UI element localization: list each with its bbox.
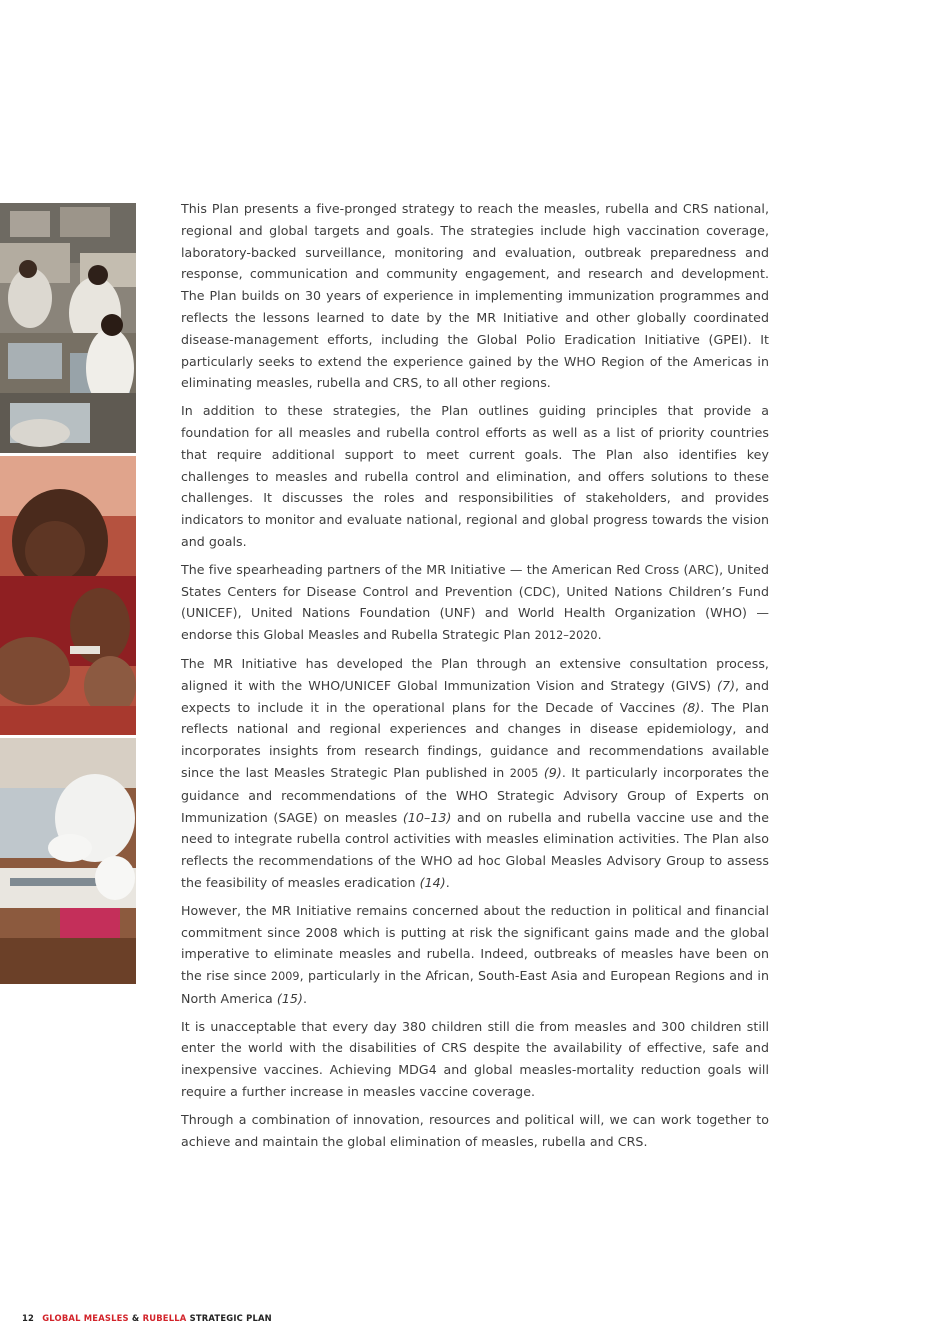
paragraph-text: It is unacceptable that every day 380 children still die from measles and 300 children still enter the world with the disabilities of CRS despite the availability of effective, safe and inexpensive vaccines. Achieving MDG4 and global measles-mortality reduction goals will require a further increase in measles vaccine coverage. <box>181 1018 769 1100</box>
footer-title-strategic-plan: STRATEGIC PLAN <box>189 1313 272 1323</box>
paragraph-text: Through a combination of innovation, resources and political will, we can work together to achieve and maintain the global elimination of measles, rubella and CRS. <box>181 1111 769 1149</box>
body-text <box>181 198 769 1158</box>
paragraph-text: , particularly in the African, South-East Asia and European Regions and in North America <box>181 968 769 1006</box>
citation: (15) <box>276 990 303 1006</box>
paragraph-text: However, the MR Initiative remains concerned about the reduction in political and financial commitment since 2008 which is putting at risk the significant gains made and the global imperative to eliminate measles and rubella. Indeed, outbreaks of measles have been on the rise since <box>181 902 769 984</box>
paragraph <box>181 900 769 1010</box>
paragraph <box>181 198 769 394</box>
citation: (8) <box>682 699 701 715</box>
citation: (7) <box>717 677 736 693</box>
photo-laboratory <box>0 738 136 984</box>
footer-title-ampersand: & <box>131 1313 140 1323</box>
footer-title-rubella: RUBELLA <box>142 1313 187 1323</box>
paragraph-text: 2005 <box>509 766 539 780</box>
footer-title-measles: GLOBAL MEASLES <box>42 1313 129 1323</box>
paragraph-text: This Plan presents a five-pronged strategy to reach the measles, rubella and CRS national, regional and global targets and goals. The strategies include high vaccination coverage, laboratory-backed surveillance, monitoring and evaluation, outbreak preparedness and response, communication and community engagement, and research and development. The Plan builds on 30 years of experience in implementing immunization programmes and reflects the lessons learned to date by the MR Initiative and other globally coordinated disease-management efforts, including the Global Polio Eradication Initiative (GPEI). It particularly seeks to extend the experience gained by the WHO Region of the Americas in eliminating measles, rubella and CRS, to all other regions. <box>181 201 769 391</box>
paragraph-text: In addition to these strategies, the Plan outlines guiding principles that provide a foundation for all measles and rubella control efforts as well as a list of priority countries that require additional support to meet current goals. The Plan also identifies key challenges to measles and rubella control and elimination, and offers solutions to these challenges. It discusses the roles and responsibilities of stakeholders, and provides indicators to monitor and evaluate national, regional and global progress towards the vision and goals. <box>181 403 769 549</box>
paragraph <box>181 1016 769 1103</box>
photo-supply-distribution <box>0 203 136 453</box>
paragraph-text: The MR Initiative has developed the Plan through an extensive consultation process, aligned it with the WHO/UNICEF Global Immunization Vision and Strategy (GIVS) <box>181 655 769 693</box>
paragraph-text: . <box>445 874 450 890</box>
citation: (10–13) <box>402 809 452 825</box>
page-footer <box>22 1313 272 1323</box>
paragraph <box>181 559 769 647</box>
paragraph <box>181 400 769 553</box>
paragraph-text: and on rubella and rubella vaccine use and the need to integrate rubella control activities with measles elimination activities. The Plan also reflects the recommendations of the WHO ad hoc Global Measles Advisory Group to assess the feasibility of measles eradication <box>181 809 769 890</box>
citation: (9) <box>543 764 562 780</box>
citation: (14) <box>419 874 446 890</box>
paragraph-text: . The Plan reflects national and regional experiences and changes in disease epidemiology, and incorporates insights from research findings, guidance and recommendations available since the last Measles Strategic Plan published in <box>181 699 769 780</box>
paragraph-text: . <box>597 627 602 643</box>
photo-child-vaccination <box>0 456 136 735</box>
paragraph-text: . It particularly incorporates the guidance and recommendations of the WHO Strategic Advisory Group of Experts on Immunization (SAGE) on measles <box>181 764 769 825</box>
paragraph <box>181 1109 769 1153</box>
page-number: 12 <box>22 1313 35 1323</box>
paragraph-text: 2009 <box>270 970 300 984</box>
paragraph <box>181 653 769 894</box>
paragraph-text: 2012–2020 <box>534 629 598 643</box>
paragraph-text: , and expects to include it in the operational plans for the Decade of Vaccines <box>181 677 769 715</box>
paragraph-text: The five spearheading partners of the MR Initiative — the American Red Cross (ARC), United States Centers for Disease Control and Prevention (CDC), United Nations Children’s Fund (UNICEF), United Nations Foundation (UNF) and World Health Organization (WHO) — endorse this Global Measles and Rubella Strategic Plan <box>181 561 769 643</box>
paragraph-text: . <box>302 990 308 1006</box>
